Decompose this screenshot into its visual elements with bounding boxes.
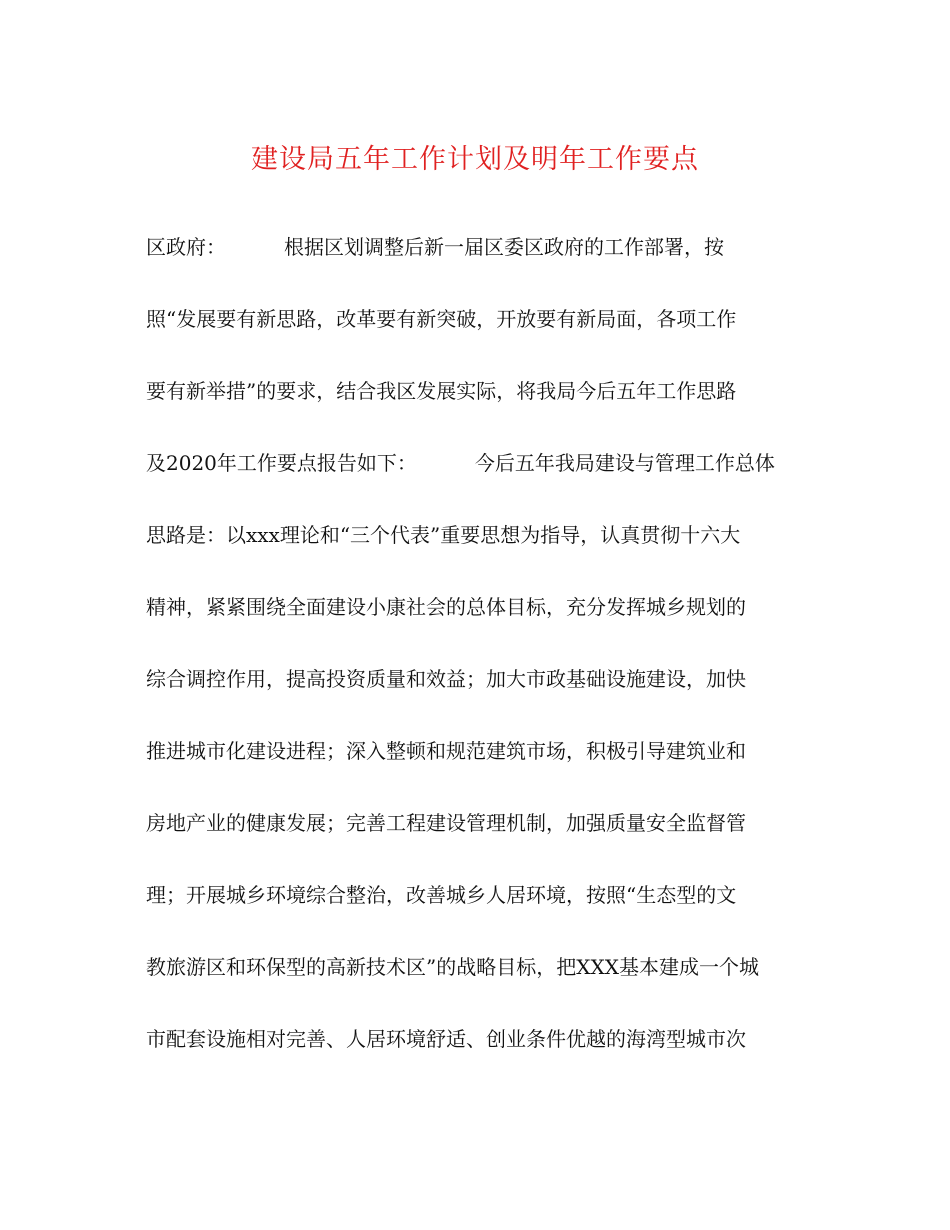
- salutation: 区政府：: [146, 235, 226, 259]
- body-line-12: [146, 1024, 826, 1054]
- body-line-1: [146, 232, 826, 262]
- line-text: 照“发展要有新思路，改革要有新突破，开放要有新局面，各项工作: [146, 307, 737, 331]
- line-text: 要有新举措”的要求，结合我区发展实际，将我局今后五年工作思路: [146, 379, 737, 403]
- line-text: 思路是：以xxx理论和“三个代表”重要思想为指导，认真贯彻十六大: [146, 523, 741, 547]
- line-text: 综合调控作用，提高投资质量和效益；加大市政基础设施建设，加快: [146, 667, 746, 691]
- line-text: 房地产业的健康发展；完善工程建设管理机制，加强质量安全监督管: [146, 811, 746, 835]
- body-line-2: [146, 304, 826, 334]
- document-title: 建设局五年工作计划及明年工作要点: [251, 144, 699, 175]
- body-line-9: [146, 808, 826, 838]
- body-line-6: [146, 592, 826, 622]
- line-text: 及2020年工作要点报告如下：: [146, 451, 417, 475]
- line-text: 教旅游区和环保型的高新技术区”的战略目标，把XXX基本建成一个城: [146, 955, 759, 979]
- body-line-10: [146, 880, 826, 910]
- body-line-3: [146, 376, 826, 406]
- line-text: 根据区划调整后新一届区委区政府的工作部署，按: [284, 235, 724, 259]
- line-text: 理；开展城乡环境综合整治，改善城乡人居环境，按照“生态型的文: [146, 883, 737, 907]
- line-text: 推进城市化建设进程；深入整顿和规范建筑市场，积极引导建筑业和: [146, 739, 746, 763]
- body-line-8: [146, 736, 826, 766]
- line-text: 市配套设施相对完善、人居环境舒适、创业条件优越的海湾型城市次: [146, 1027, 746, 1051]
- body-line-4: [146, 448, 826, 478]
- body-line-7: [146, 664, 826, 694]
- line-text: 精神，紧紧围绕全面建设小康社会的总体目标，充分发挥城乡规划的: [146, 595, 746, 619]
- body-line-5: [146, 520, 826, 550]
- line-text: 今后五年我局建设与管理工作总体: [474, 451, 775, 475]
- body-line-11: [146, 952, 826, 982]
